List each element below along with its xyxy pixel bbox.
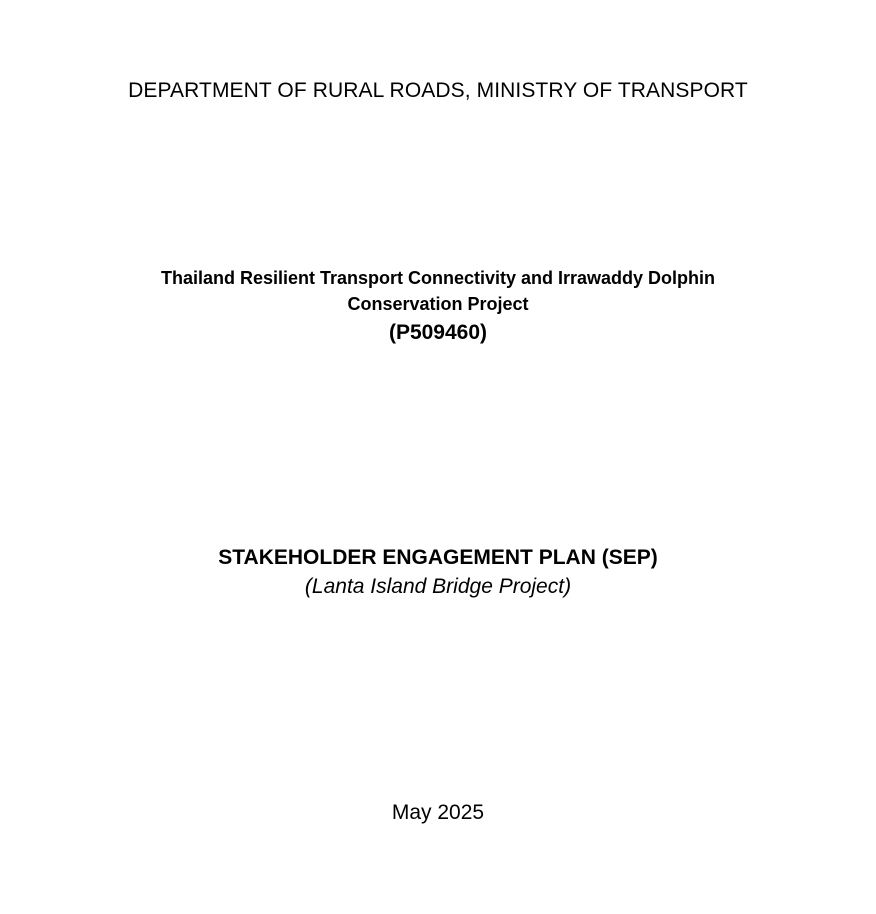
document-date: May 2025 (391, 801, 485, 824)
project-title-line-2: Conservation Project (347, 294, 529, 314)
plan-subtitle: (Lanta Island Bridge Project) (304, 575, 572, 598)
project-title-line-1: Thailand Resilient Transport Connectivity and Irrawaddy Dolphin (160, 268, 716, 288)
plan-title: STAKEHOLDER ENGAGEMENT PLAN (SEP) (218, 546, 658, 569)
project-code: (P509460) (388, 321, 488, 344)
ministry-heading: DEPARTMENT OF RURAL ROADS, MINISTRY OF TRANSPORT (128, 79, 748, 102)
